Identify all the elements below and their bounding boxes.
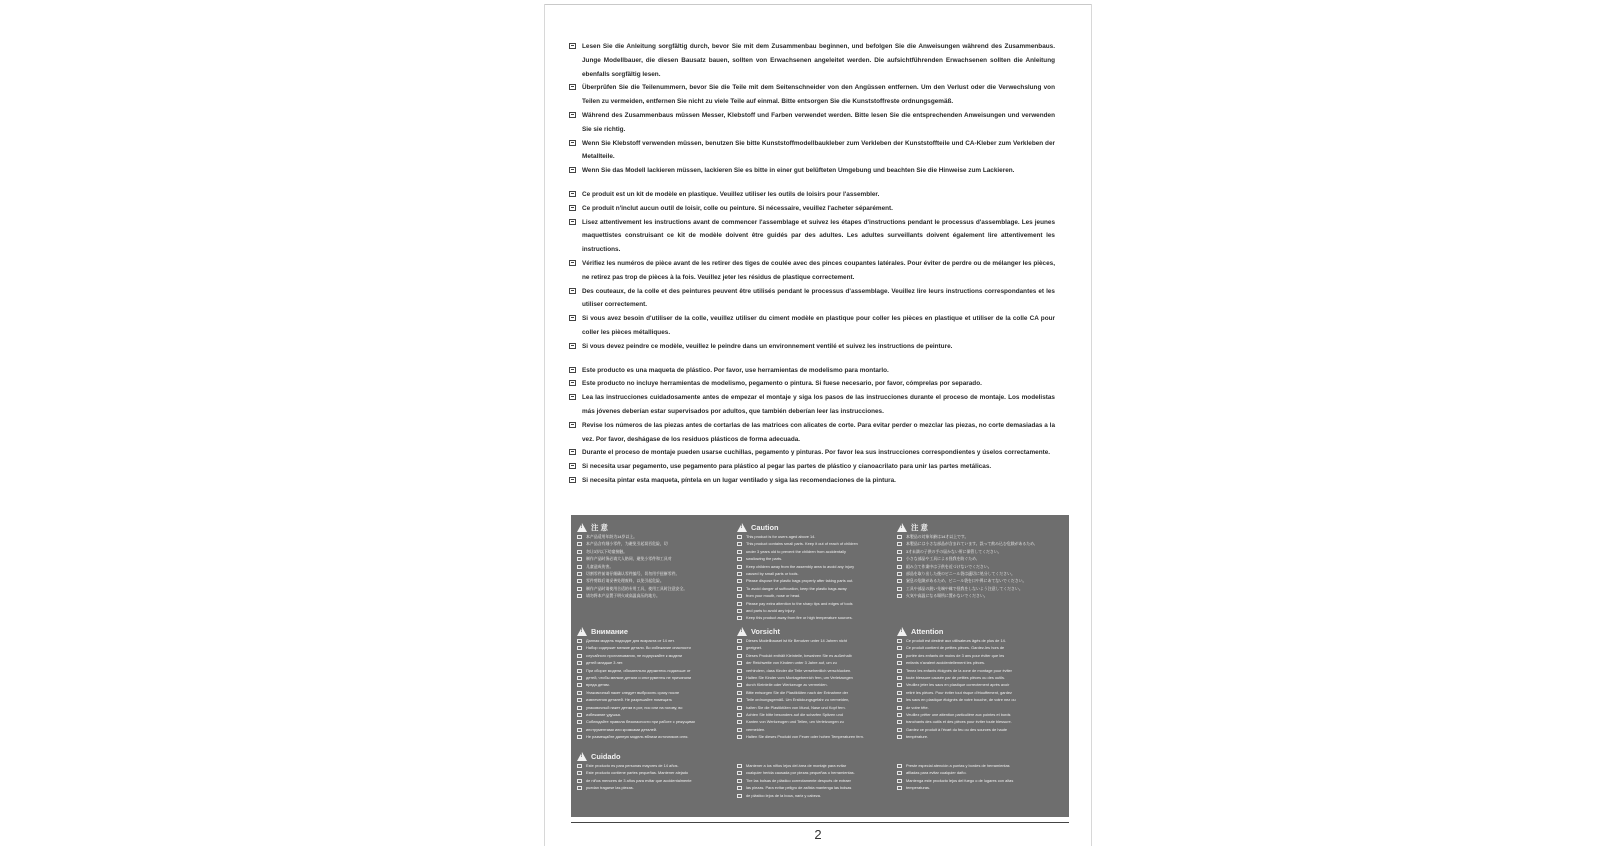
instruction-text: Durante el proceso de montaje pueden usarse cuchillas, pegamento y pinturas. Por favor lea sus instrucciones correspondientes y úselos correctamente. [582,449,1051,457]
caution-line: 工具や部品の鋭い先端や縁で怪我をしないよう注意してください。 [897,585,1053,592]
instruction-item [569,460,1055,474]
caution-line: 本产品适用年龄为14岁以上。 [577,533,733,540]
caution-line: This product contains small parts. Keep it out of reach of children [737,540,893,547]
caution-line: 火気や高温になる場所に置かないでください。 [897,592,1053,599]
instruction-text: Si vous devez peindre ce modèle, veuillez le peindre dans un environnement ventilé et suivez les instructions de peinture. [582,342,953,350]
instruction-text: Si vous avez besoin d'utiliser de la colle, veuillez utiliser du ciment modèle en plastique pour coller les pièces en plastique et utiliser de la colle CA pour coller les pièces métalliques. [582,315,1055,336]
instruction-text: Lesen Sie die Anleitung sorgfältig durch, bevor Sie mit dem Zusammenbau beginnen, und befolgen Sie die Anweisungen während des Zusammenbaus. Junge Modellbauer, die diesen Bausatz bauen, sollten von Erwachsenen angeleitet werden. Die aufsichtführenden Erwachsenen sollten die Anleitung ebenfalls sorgfältig lesen. [582,43,1055,78]
caution-line: 部品を取り出した後のビニール袋は適切に処分してください。 [897,570,1053,577]
caution-line: durch Kleinteile oder Werkzeuge zu vermeiden. [737,681,893,688]
caution-line: Gardez ce produit à l'écart du feu ou des sources de haute [897,726,1053,733]
caution-line: enfants n'avalent accidentellement les pièces. [897,659,1053,666]
instruction-text: Während des Zusammenbaus müssen Messer, Klebstoff und Farben verwendet werden. Bitte lesen Sie die entsprechenden Anweisungen und verwenden Sie sie richtig. [582,111,1055,133]
caution-line: This product is for users aged above 14. [737,533,893,540]
caution-line: Veuillez jeter les sacs en plastique correctement après avoir [897,681,1053,688]
bullet-icon [569,219,576,225]
caution-line: de niños menores de 3 años para evitar que accidentalmente [577,777,733,784]
bullet-icon [569,422,576,428]
caution-line: Preste especial atención a puntas y bordes de herramientas [897,762,1053,769]
warning-triangle-icon [577,523,587,532]
bullet-icon [569,167,576,173]
caution-line: 制作产品时务必请大人陪同，避免小零件和工具对 [577,555,733,562]
caution-line: under 3 years old to prevent the children from accidentally [737,548,893,555]
instruction-item [569,474,1055,488]
caution-line: Ce produit est destiné aux utilisateurs âgés de plus de 14. [897,637,1053,644]
caution-line: verhindern, dass Kinder die Teile versehentlich verschlucken. [737,667,893,674]
caution-title: Vorsicht [751,626,781,636]
language-block [569,364,1055,488]
caution-line: Набор содержит мелкие детали. Во избежание опасности [577,644,733,651]
warning-triangle-icon [577,627,587,636]
caution-line: Tire las bolsas de plástico correctamente después de extraer [737,777,893,784]
instruction-text: Revise los números de las piezas antes de cortarlas de las matrices con alicates de corte. Para evitar perder o mezclar las piezas, no corte demasiadas a la vez. Por favor, deshágase de los residuos plásticos de forma adecuada. [582,421,1055,443]
caution-line: temperaturas. [897,784,1053,791]
instruction-item [569,285,1055,313]
page-number: 2 [814,827,822,842]
caution-line: Please pay extra attention to the sharp tips and edges of tools [737,600,893,607]
caution-title: Cuidado [591,751,621,761]
caution-line: 3才未満の子供の手の届かない所に保管してください。 [897,548,1053,555]
bullet-icon [569,84,576,90]
caution-line: geeignet. [737,644,893,651]
caution-line: de votre tête. [897,704,1053,711]
caution-line: упаковочный пакет детям в рот, нос или на голову, во [577,704,733,711]
caution-title: 注 意 [911,522,928,532]
caution-line: Не размещайте данную модель вблизи источников огня. [577,733,733,740]
caution-section [737,625,893,741]
instruction-text: Este producto es una maqueta de plástico. Por favor, use herramientas de modelismo para montarlo. [582,366,889,374]
caution-section [737,750,893,799]
caution-heading [577,750,733,762]
caution-line: puedan tragarse las piezas. [577,784,733,791]
caution-section [897,521,1053,600]
instruction-item [569,40,1055,81]
caution-line: Dieses Produkt enthält Kleinteile, bewahren Sie es außerhalb [737,652,893,659]
language-block [569,188,1055,354]
instruction-text: Wenn Sie Klebstoff verwenden müssen, benutzen Sie bitte Kunststoffmodellbaukleber zum Verkleben der Kunststoffteile und CA-Kleber zum Verkleben der Metallteile. [582,139,1055,161]
multilingual-instructions [569,40,1055,498]
caution-line: To avoid danger of suffocation, keep the plastic bags away [737,585,893,592]
bullet-icon [569,343,576,349]
caution-line: Halten Sie dieses Produkt von Feuer oder hohen Temperaturen fern. [737,733,893,740]
caution-line: Данная модель подходит для возраста от 14 лет. [577,637,733,644]
warning-triangle-icon [737,627,747,636]
caution-line: afiladas para evitar cualquier daño. [897,769,1053,776]
caution-line: Bitte entsorgen Sie die Plastiktüten nach der Entnahme der [737,689,893,696]
caution-line: vermeiden. [737,726,893,733]
instruction-text: Des couteaux, de la colle et des peintures peuvent être utilisés pendant le processus d'assemblage. Veuillez lire leurs instructions correspondantes et les utiliser correctement. [582,287,1055,309]
instruction-item [569,81,1055,109]
language-block [569,40,1055,178]
caution-line: les sacs en plastique éloignés de votre bouche, de votre nez ou [897,696,1053,703]
caution-line: 勿让3岁以下幼童接触。 [577,548,733,555]
caution-line: извлечения деталей. Не разрешайте помещать [577,696,733,703]
bullet-icon [569,191,576,197]
bullet-icon [569,463,576,469]
instruction-text: Wenn Sie das Modell lackieren müssen, lackieren Sie es bitte in einer gut belüfteten Umgebung und beachten Sie die Hinweise zum Lackieren. [582,167,1015,175]
caution-line: température. [897,733,1053,740]
bullet-icon [569,367,576,373]
caution-title: Внимание [591,626,628,636]
caution-section [577,750,733,792]
caution-line: Kanten von Werkzeugen und Teilen, um Verletzungen zu [737,718,893,725]
bullet-icon [569,380,576,386]
instruction-text: Überprüfen Sie die Teilenummern, bevor Sie die Teile mit dem Seitenschneider von den Angüssen entfernen. Um den Verlust oder die Verwechslung von Teilen zu vermeiden, entfernen Sie nicht zu viele Teile auf einmal. Bitte entsorgen Sie die Kunststoffreste ordnungsgemäß. [582,84,1055,106]
caution-line: детей младше 3 лет. [577,659,733,666]
caution-heading [897,521,1053,533]
caution-line: Соблюдайте правила безопасности при работе с режущими [577,718,733,725]
caution-line: Dieses Modellbauset ist für Benutzer unter 14 Jahren nicht [737,637,893,644]
caution-line: Keep this product away from fire or high temperature sources. [737,614,893,621]
caution-line: Este producto contiene partes pequeñas. Mantener alejado [577,769,733,776]
warning-triangle-icon [577,752,587,761]
caution-line: retiré les pièces. Pour éviter tout risque d'étouffement, gardez [897,689,1053,696]
caution-line: Este producto es para personas mayores de 14 años. [577,762,733,769]
instruction-item [569,446,1055,460]
caution-line: 組み立て作業中は子供を近づけないでください。 [897,563,1053,570]
instruction-item [569,419,1055,447]
bullet-icon [569,315,576,321]
footer-rule [571,822,1069,823]
caution-line: 请勿将本产品置于明火或高温高压的地方。 [577,592,733,599]
instruction-item [569,377,1055,391]
caution-heading [737,521,893,533]
instruction-item [569,312,1055,340]
instruction-item [569,202,1055,216]
instruction-text: Lea las instrucciones cuidadosamente antes de empezar el montaje y siga los pasos de las instrucciones durante el proceso de montaje. Los modelistas más jóvenes deberían estar supervisados por adultos, que también deberían leer las instrucciones. [582,394,1055,415]
caution-line: halten Sie die Plastiktüten von Mund, Nase und Kopf fern. [737,704,893,711]
instruction-text: Vérifiez les numéros de pièce avant de les retirer des tiges de coulée avec des pinces coupantes latérales. Pour éviter de perdre ou de mélanger les pièces, ne retirez pas trop de pièces à la fois. Veuillez jeter les résidus de plastique correctement. [582,259,1055,281]
instruction-text: Ce produit est un kit de modèle en plastique. Veuillez utiliser les outils de loisirs pour l'assembler. [582,190,880,198]
caution-line: las piezas. Para evitar peligro de asfixia mantenga las bolsas [737,784,893,791]
instruction-item [569,216,1055,257]
bullet-icon [569,394,576,400]
caution-line: Mantenga este producto lejos del fuego o de lugares con altas [897,777,1053,784]
instruction-item [569,188,1055,202]
caution-line: caused by small parts or tools. [737,570,893,577]
caution-line: При сборке модели, обязательно держитесь подальше от [577,667,733,674]
caution-line: Упаковочный пакет следует выбросить сразу после [577,689,733,696]
caution-line: 制作产品时请使用合适的专用工具，使用工具时注意安全。 [577,585,733,592]
caution-panel [571,515,1069,817]
caution-line: 儿童造成伤害。 [577,563,733,570]
caution-line: Achten Sie bitte besonders auf die scharfen Spitzen und [737,711,893,718]
instruction-text: Lisez attentivement les instructions avant de commencer l'assemblage et suivez les étapes d'instructions pendant le processus d'assemblage. Les jeunes maquettistes construisant ce kit de modèle doivent être guidés par des adultes. Les adultes surveillants doivent également lire attentivement les instructions. [582,218,1055,254]
caution-line: toute blessure causée par de petites pièces ou des outils. [897,674,1053,681]
caution-line: случайного проглатывания, не подпускайте к модели [577,652,733,659]
caution-title: Attention [911,626,944,636]
bullet-icon [569,112,576,118]
instruction-text: Este producto no incluye herramientas de modelismo, pegamento o pintura. Si fuese necesario, por favor, cómprelas por separado. [582,380,982,388]
bullet-icon [569,43,576,49]
caution-line: Halten Sie Kinder vom Montagebereich fern, um Verletzungen [737,674,893,681]
warning-triangle-icon [897,627,907,636]
bullet-icon [569,449,576,455]
caution-line: de plástico lejos de la boca, nariz y cabeza. [737,792,893,799]
instruction-page [544,4,1092,846]
caution-line: Ce produit contient de petites pièces. Gardez-les hors de [897,644,1053,651]
instruction-item [569,137,1055,165]
caution-line: Teile ordnungsgemäß. Um Erstickungsgefahr zu vermeiden, [737,696,893,703]
instruction-item [569,164,1055,178]
instruction-text: Si necesita pintar esta maqueta, píntela en un lugar ventilado y siga las recomendaciones de la pintura. [582,476,896,484]
caution-line: 零件剪除后请妥善处理废料，以免引起危险。 [577,577,733,584]
instruction-item [569,109,1055,137]
caution-line: 切割零件前请仔细确认零件编号，切勿用手扭断零件。 [577,570,733,577]
caution-line: Tenez les enfants éloignés de la zone de montage pour éviter [897,667,1053,674]
warning-triangle-icon [737,523,747,532]
caution-line: Mantener a los niños lejos del área de montaje para evitar [737,762,893,769]
caution-heading [577,521,733,533]
caution-line: der Reichweite von Kindern unter 3 Jahre auf, um zu [737,659,893,666]
caution-line: детей, чтобы мелкие детали и инструменты не причинили [577,674,733,681]
caution-heading [897,625,1053,637]
caution-title: 注 意 [591,522,608,532]
caution-line: Keep children away from the assembly area to avoid any injury [737,563,893,570]
caution-line: Veuillez prêter une attention particulière aux pointes et bords [897,711,1053,718]
instruction-item [569,364,1055,378]
caution-line: tranchants des outils et des pièces pour éviter toute blessure. [897,718,1053,725]
caution-line: portée des enfants de moins de 3 ans pour éviter que les [897,652,1053,659]
bullet-icon [569,205,576,211]
caution-heading [737,625,893,637]
instruction-text: Si necesita usar pegamento, use pegamento para plástico al pegar las partes de plástico y cianoacrilato para unir las partes metálicas. [582,463,992,471]
instruction-item [569,391,1055,419]
bullet-icon [569,260,576,266]
caution-line: Please dispose the plastic bags properly after taking parts out. [737,577,893,584]
caution-line: инструментами или кромками деталей. [577,726,733,733]
instruction-text: Ce produit n'inclut aucun outil de loisir, colle ou peinture. Si nécessaire, veuillez l'acheter séparément. [582,204,893,212]
caution-line: 本製品には小さな部品が含まれています。誤って飲み込む危険があるため、 [897,540,1053,547]
caution-line: избежание удушья. [577,711,733,718]
caution-heading [577,625,733,637]
caution-section [897,625,1053,741]
caution-section [577,625,733,741]
caution-line: and parts to avoid any injury. [737,607,893,614]
caution-line: 小さな部品や工具による怪我を防ぐため、 [897,555,1053,562]
bullet-icon [569,477,576,483]
caution-section [737,521,893,622]
caution-title: Caution [751,522,779,532]
caution-section [577,521,733,600]
bullet-icon [569,288,576,294]
caution-line: вреда детям. [577,681,733,688]
top-edge-line [545,4,1091,5]
caution-line: 本产品含有细小零件，为避免引起误吞危险，切 [577,540,733,547]
warning-triangle-icon [897,523,907,532]
caution-section [897,750,1053,792]
caution-line: from your mouth, nose or head. [737,592,893,599]
instruction-item [569,340,1055,354]
caution-line: swallowing the parts. [737,555,893,562]
bullet-icon [569,140,576,146]
caution-line: cualquier herida causada por piezas pequeñas o herramientas. [737,769,893,776]
caution-line: 窒息の危険があるため、ビニール袋を口や鼻にあてないでください。 [897,577,1053,584]
caution-line: 本製品の対象年齢は14才以上です。 [897,533,1053,540]
instruction-item [569,257,1055,285]
